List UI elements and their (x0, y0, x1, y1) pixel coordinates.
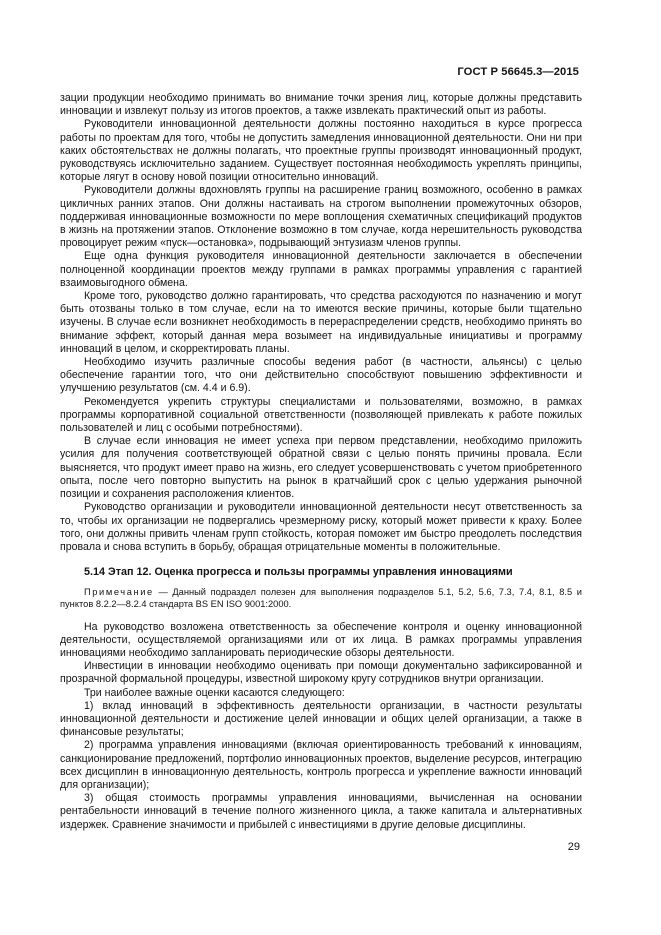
paragraph: Инвестиции в инновации необходимо оценивать при помощи документально зафиксированной и прозрачной формальной процедуры, известной широкому кругу сотрудников внутри организации. (60, 660, 582, 686)
paragraph: Руководители инновационной деятельности должны постоянно находиться в курсе прогресса работы по проектам для того, чтобы не допустить замедления инновационной деятельности. Они ни при каких обстоятельствах не должны полагать, что проектные группы производят инновационный продукт, руководствуясь исключительно заданием. Существует постоянная необходимость укреплять принципы, которые лягут в основу новой позиции относительно инноваций. (60, 118, 582, 184)
note-label: Примечание (84, 587, 154, 598)
paragraph: Кроме того, руководство должно гарантировать, что средства расходуются по назначению и могут быть отозваны только в том случае, если на то имеются веские причины, которые были тщательно изучены. В случае если возникнет необходимость в перераспределении средств, необходимо принять во внимание эффект, который данная мера возымеет на индивидуальные инициативы и программу инноваций в целом, и скорректировать планы. (60, 290, 582, 355)
document-body (60, 92, 582, 832)
page-number: 29 (567, 841, 580, 853)
list-item: 2) программа управления инновациями (включая ориентированность требований к инновациям, санкционирование предложений, портфолио инновационных проектов, выделение ресурсов, интеграцию всех дисциплин в инновационную деятельность, контроль прогресса и укрепление важности инноваций для организации); (60, 739, 582, 791)
list-item: 3) общая стоимость программы управления инновациями, вычисленная на основании рентабельности инноваций в течение полного жизненного цикла, а также капитала и альтернативных издержек. Сравнение значимости и прибылей с инвестициями в другие деловые дисциплины. (60, 792, 582, 831)
note-text: — Данный подраздел полезен для выполнения подразделов 5.1, 5.2, 5.6, 7.3, 7.4, 8.1, 8.5 и пунктов 8.2.2—8.2.4 стандарта BS EN ISO 9001:2000. (60, 587, 582, 610)
paragraph: Необходимо изучить различные способы ведения работ (в частности, альянсы) с целью обеспечение гарантии того, что они действительно способствуют повышению эффективности и улучшению результатов (см. 4.4 и 6.9). (60, 356, 582, 395)
standard-designation: ГОСТ Р 56645.3—2015 (457, 66, 579, 78)
section-heading: 5.14 Этап 12. Оценка прогресса и пользы программы управления инновациями (84, 566, 513, 579)
paragraph: В случае если инновация не имеет успеха при первом представлении, необходимо приложить усилия для получения соответствующей обратной связи с целью понять причины провала. Если выясняется, что продукт имеет право на жизнь, его следует усовершенствовать с учетом приобретенного опыта, после чего повторно выпустить на рынок в кратчайший срок с целью удержания рыночной позиции и сохранения расположения клиентов. (60, 435, 582, 501)
paragraph: Руководство организации и руководители инновационной деятельности несут ответственность за то, чтобы их организации не подвергались чрезмерному риску, который может привести к краху. Более того, они должны привить членам групп стойкость, которая поможет им быстро преодолеть последствия провала и снова вступить в борьбу, обращая отрицательные моменты в положительные. (60, 501, 582, 553)
paragraph: Еще одна функция руководителя инновационной деятельности заключается в обеспечении полноценной координации проектов между группами в рамках программы управления с гарантией взаимовыгодного обмена. (60, 250, 582, 289)
list-item: 1) вклад инноваций в эффективность деятельности организации, в частности результаты инновационной деятельности и достижение целей инновации и общих целей организации, а также в финансовые результаты; (60, 699, 582, 739)
paragraph: Рекомендуется укрепить структуры специалистами и пользователями, возможно, в рамках программы корпоративной социальной ответственности (позволяющей привлекать к работе пожилых пользователей и лиц с особыми потребностями). (60, 395, 582, 435)
paragraph-continuation: зации продукции необходимо принимать во внимание точки зрения лиц, которые должны представить инновации и извлекут пользу из итогов проектов, а также извлекать практический опыт из работы. (60, 92, 582, 118)
paragraph: Три наиболее важные оценки касаются следующего: (84, 686, 345, 699)
section-note (60, 586, 582, 610)
paragraph: На руководство возложена ответственность за обеспечение контроля и оценку инновационной деятельности, осуществляемой организациями или от их лица. В рамках программы управления инновациями необходимо запланировать периодические обзоры деятельности. (60, 620, 582, 659)
paragraph: Руководители должны вдохновлять группы на расширение границ возможного, особенно в рамках цикличных ранних этапов. Они должны настаивать на строгом выполнении промежуточных обзоров, поддерживая инновационные возможности по мере воплощения схематичных спецификаций продуктов в жизнь на протяжении этапов. Отклонение возможно в том случае, когда нерешительность руководства провоцирует режим «пуск—остановка», подрывающий энтузиазм членов группы. (60, 184, 582, 250)
